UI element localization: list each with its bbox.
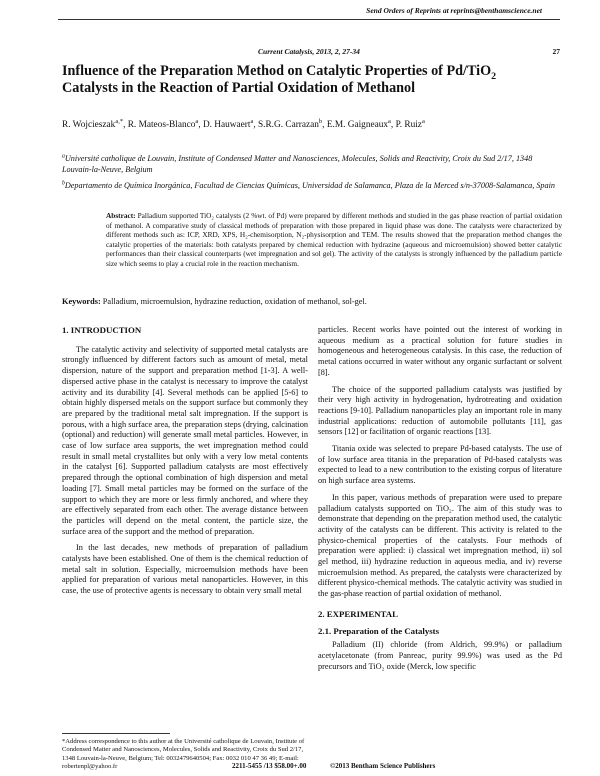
preparation-heading: 2.1. Preparation of the Catalysts xyxy=(318,625,440,636)
correspondence-footnote: *Address correspondence to this author at the Université catholique de Louvain, Institute of Condensed Matter and Nanosciences, Molecules, Solids and Reactivity, Croix du Sud 2/17, 1348 Louvain-la-Neuve, Belgium; Tel: 0032479640504; Fax: 0032 010 47 36 49; E-mail: robertenpl@yahoo.fr xyxy=(62,738,305,770)
introduction-heading: 1. INTRODUCTION xyxy=(62,325,142,335)
page-number: 27 xyxy=(552,47,560,56)
experimental-heading: 2. EXPERIMENTAL xyxy=(318,608,398,619)
keywords: Keywords: Palladium, microemulsion, hydrazine reduction, oxidation of methanol, sol-gel. xyxy=(62,297,367,306)
copyright-line: ©2013 Bentham Science Publishers xyxy=(330,762,436,770)
paragraph: The choice of the supported palladium catalysts was justified by their very high activity in hydrogenation, hydrotreating and oxidation reactions [9-10]. Palladium nanoparticles play an important role in many industrial applications: reduction of automobile pollutants [11], gas sensors [12] or facilitation of organic reactions [13]. xyxy=(318,384,562,437)
issn-line: 2211-5455 /13 $58.00+.00 xyxy=(232,762,307,770)
footnote-rule xyxy=(62,733,170,734)
author-list: R. Wojcieszak$^{a,*}$, R. Mateos-Blanco$^a$, D. Hauwaert$^a$, S.R.G. Carrazan$^b$, E.M. Gaigneaux$^a$, P. Ruiz$^a$ xyxy=(62,117,425,130)
left-column xyxy=(62,325,308,597)
paragraph: Palladium (II) chloride (from Aldrich, 99.9%) or palladium acetylacetonate (from Panreac, purity 99.9%) was used as the Pd precursors and TiO₂ oxide (Merck, low specific xyxy=(318,640,562,671)
affiliation-b: $^b$Departamento de Química Inorgánica, Facultad de Ciencias Químicas, Universidad de Salamanca, Plaza de la Merced s/n-37008-Salamanca, Spain xyxy=(62,180,555,190)
paragraph: In this paper, various methods of preparation were used to prepare palladium catalysts supported on TiO₂. The aim of this study was to demonstrate that depending on the preparation method used, the catalytic activity of the catalysts can be different. This activity is related to the physico-chemical properties of the catalysts. Four methods of preparation were applied: i) classical wet impregnation method, ii) sol gel method, iii) hydrazine reduction in aqueous media, and iv) reverse microemulsion method. As prepared, the catalysts were characterized by different physico-chemical methods. The catalytic activity was studied in the gas-phase reaction of partial oxidation of methanol. xyxy=(318,492,562,599)
paragraph: The catalytic activity and selectivity of supported metal catalysts are strongly influenced by different factors such as amount of metal, metal dispersion, nature of the support and preparation method [1-3]. A well-dispersed active phase in the catalyst is necessary to improve the catalyst activity and its durability [4]. Several methods can be applied [5-6] to obtain highly dispersed metals on the support surface but commonly they are prepared by the traditional metal salt impregnation. If the support is porous, with a high surface area, the preparation steps (drying, calcination (optional) and reduction) will generate small metal particles. However, in case of low surface area supports, the wet impregnation method could result in small metal crystallites but only with a very low metal contents in the catalyst [6]. Supported palladium catalysts are most effectively prepared through the optional combination of high dispersion and metal loading [7]. Small metal particles may be formed on the surface of the support to which they are more or less firmly anchored, and where they are effectively separated from each other. The average distance between the particles will depend on the metal content, the particle size, the surface area of the support and the method of preparation. xyxy=(62,344,308,536)
reprints-notice: Send Orders of Reprints at reprints@benthamscience.net xyxy=(366,6,542,15)
paragraph: In the last decades, new methods of preparation of palladium catalysts have been established. One of them is the chemical reduction of metal salt in solution. Especially, microemulsion methods have been applied for preparation of various metal nanoparticles. However, in this case, the use of protective agents is necessary to obtain very small metal xyxy=(62,543,308,596)
paper-title: Influence of the Preparation Method on Catalytic Properties of Pd/TiO$_2$ Catalysts in the Reaction of Partial Oxidation of Methanol xyxy=(62,63,497,96)
abstract: Abstract: Palladium supported TiO₂ catalysts (2 %wt. of Pd) were prepared by different methods and studied in the gas phase reaction of partial oxidation of methanol. A comparative study of classical methods of preparation with those prepared in liquid phase was done. The catalysts were characterized by different methods such as: ICP, XRD, XPS, H₂-chemisorption, N₂-physisorption and TEM. The results showed that the preparation method changes the catalytic properties of the materials: both catalysts prepared by chemical reduction with hydrazine (aqueous and microemulsion) showed better catalytic performances than their classical counterparts (wet impregnation and sol gel). The activity of the catalysts is strongly influenced by the palladium particle size which seems to play a crucial role in the reaction mechanism. xyxy=(106,211,563,268)
running-head: Current Catalysis, 2013, 2, 27-34 xyxy=(258,47,360,56)
affiliation-a: $^a$Université catholique de Louvain, Institute of Condensed Matter and Nanosciences, Molecules, Solids and Reactivity, Croix du Sud 2/17, 1348 Louvain-la-Neuve, Belgium xyxy=(62,153,533,174)
paragraph: particles. Recent works have pointed out the interest of working in aqueous medium as a practical solution for future studies in homogeneous and heterogeneous catalysis. In this case, the reduction of metal cations occurred in water without any organic surfactant or solvent [8]. xyxy=(318,325,562,377)
paragraph: Titania oxide was selected to prepare Pd-based catalysts. The use of of low surface area titania in the preparation of Pd-based catalysts was expected to lead to a new contribution to the existing corpus of literature on high surface area systems. xyxy=(318,444,562,486)
right-column xyxy=(318,325,562,672)
header-rule xyxy=(58,19,560,20)
